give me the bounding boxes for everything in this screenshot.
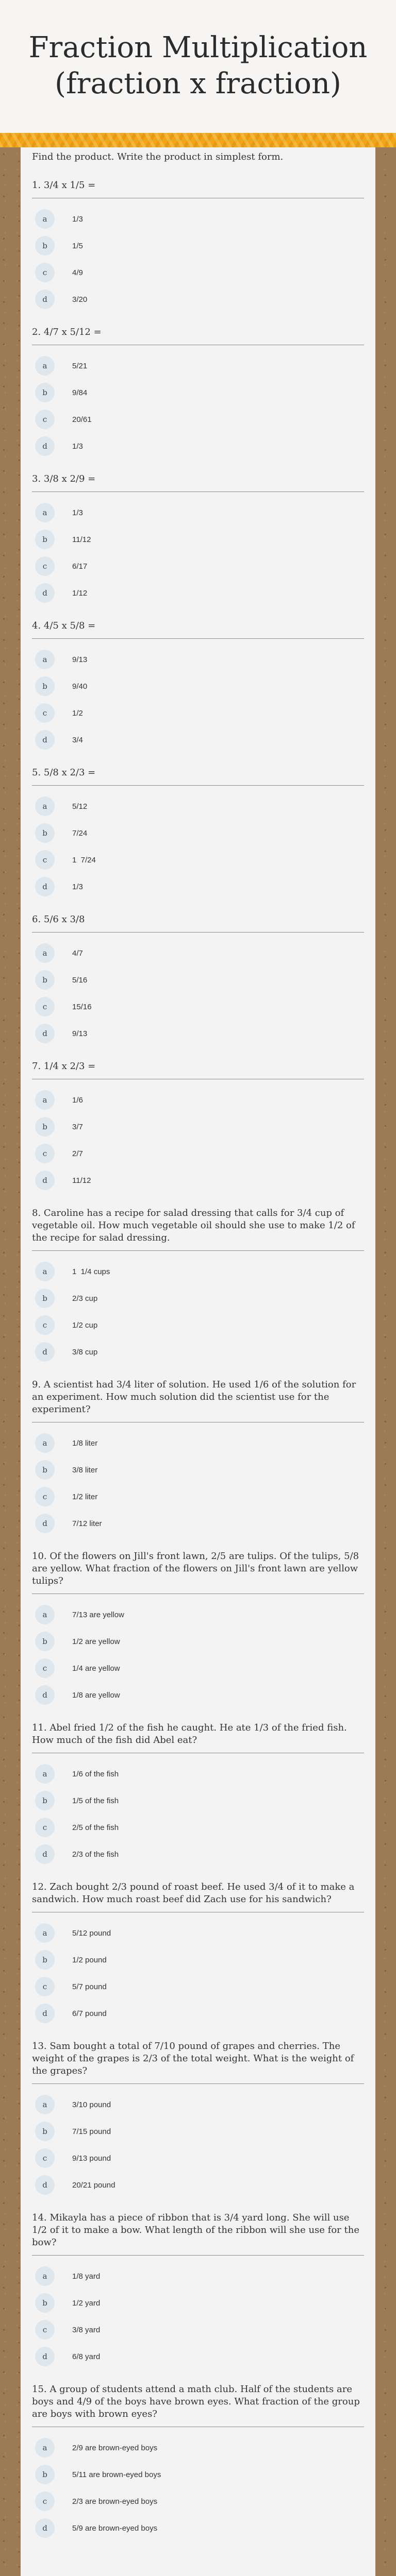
question-text: 4. 4/5 x 5/8 = [32, 620, 364, 639]
question-2 [21, 326, 375, 457]
answer-option-c[interactable] [32, 1314, 364, 1336]
option-letter-bubble[interactable]: c [35, 1658, 55, 1678]
option-label: 7/24 [72, 828, 88, 838]
option-label: 3/7 [72, 1122, 83, 1131]
answer-option-d[interactable] [32, 1843, 364, 1866]
option-letter-bubble[interactable]: b [35, 676, 55, 696]
option-letter-bubble[interactable]: a [35, 2266, 55, 2286]
option-label: 1/8 yard [72, 2272, 101, 2281]
answer-option-c[interactable] [32, 2490, 364, 2513]
decorative-band [0, 133, 396, 147]
option-letter-bubble[interactable]: d [35, 877, 55, 896]
option-label: 7/13 are yellow [72, 1610, 124, 1619]
answer-option-c[interactable] [32, 1816, 364, 1839]
answer-option-a[interactable] [32, 648, 364, 671]
answer-option-d[interactable] [32, 2002, 364, 2025]
question-text: 2. 4/7 x 5/12 = [32, 326, 364, 345]
answer-option-c[interactable] [32, 555, 364, 578]
answer-option-c[interactable] [32, 1485, 364, 1508]
question-9 [21, 1379, 375, 1535]
option-letter-bubble[interactable]: b [35, 530, 55, 549]
option-letter-bubble[interactable]: d [35, 1514, 55, 1533]
question-4 [21, 620, 375, 751]
option-label: 1/5 of the fish [72, 1796, 119, 1805]
answer-option-d[interactable] [32, 728, 364, 751]
option-label: 1 7/24 [72, 855, 96, 865]
option-label: 3/8 liter [72, 1465, 98, 1475]
option-letter-bubble[interactable]: b [35, 236, 55, 256]
answer-option-c[interactable] [32, 849, 364, 871]
question-8 [21, 1207, 375, 1363]
answer-choices [32, 1422, 364, 1535]
option-label: 4/7 [72, 948, 83, 958]
question-13 [21, 2040, 375, 2196]
option-letter-bubble[interactable]: a [35, 1605, 55, 1624]
option-letter-bubble[interactable]: c [35, 1144, 55, 1163]
answer-option-c[interactable] [32, 702, 364, 724]
option-letter-bubble[interactable]: b [35, 2293, 55, 2313]
answer-option-a[interactable] [32, 1089, 364, 1111]
option-label: 9/13 [72, 655, 88, 664]
answer-option-a[interactable] [32, 1603, 364, 1626]
answer-option-b[interactable] [32, 1287, 364, 1310]
question-text: 10. Of the flowers on Jill's front lawn, 2/5 are tulips. Of the tulips, 5/8 are yellow. What fraction of the flowers on Jill's front lawn are yellow tulips? [32, 1550, 364, 1594]
answer-option-b[interactable] [32, 2463, 364, 2486]
answer-option-b[interactable] [32, 381, 364, 404]
answer-option-b[interactable] [32, 822, 364, 844]
question-text: 3. 3/8 x 2/9 = [32, 473, 364, 492]
option-label: 1/2 yard [72, 2298, 101, 2308]
answer-option-a[interactable] [32, 1762, 364, 1785]
answer-option-b[interactable] [32, 1115, 364, 1138]
option-letter-bubble[interactable]: d [35, 290, 55, 309]
question-text: 9. A scientist had 3/4 liter of solution. He used 1/6 of the solution for an experiment. How much solution did the scientist use for the experiment? [32, 1379, 364, 1422]
answer-option-b[interactable] [32, 528, 364, 551]
option-label: 1/2 cup [72, 1320, 98, 1330]
answer-option-b[interactable] [32, 1630, 364, 1653]
answer-option-a[interactable] [32, 1922, 364, 1944]
option-letter-bubble[interactable]: d [35, 2004, 55, 2023]
option-label: 1/3 [72, 508, 83, 517]
option-letter-bubble[interactable]: c [35, 997, 55, 1016]
answer-option-c[interactable] [32, 2318, 364, 2341]
option-letter-bubble[interactable]: d [35, 2175, 55, 2195]
answer-option-a[interactable] [32, 1260, 364, 1283]
answer-option-d[interactable] [32, 875, 364, 898]
question-14 [21, 2212, 375, 2368]
answer-option-c[interactable] [32, 2147, 364, 2170]
answer-option-c[interactable] [32, 1975, 364, 1998]
option-letter-bubble[interactable]: a [35, 356, 55, 376]
option-letter-bubble[interactable]: a [35, 796, 55, 816]
option-letter-bubble[interactable]: c [35, 1315, 55, 1335]
answer-choices [32, 2427, 364, 2539]
option-letter-bubble[interactable]: c [35, 1977, 55, 1996]
option-letter-bubble[interactable]: c [35, 556, 55, 576]
option-label: 20/61 [72, 415, 92, 424]
option-letter-bubble[interactable]: b [35, 383, 55, 402]
option-label: 2/5 of the fish [72, 1823, 119, 1832]
option-letter-bubble[interactable]: b [35, 1289, 55, 1308]
option-label: 11/12 [72, 1176, 91, 1185]
option-label: 15/16 [72, 1002, 92, 1011]
option-label: 1/3 [72, 214, 83, 224]
answer-option-d[interactable] [32, 1341, 364, 1363]
question-5 [21, 767, 375, 898]
option-letter-bubble[interactable]: d [35, 1024, 55, 1043]
option-label: 20/21 pound [72, 2180, 116, 2190]
option-label: 2/3 are brown-eyed boys [72, 2497, 158, 2506]
option-letter-bubble[interactable]: d [35, 730, 55, 750]
option-label: 3/8 cup [72, 1347, 98, 1357]
option-letter-bubble[interactable]: d [35, 2518, 55, 2538]
question-text: 8. Caroline has a recipe for salad dressing that calls for 3/4 cup of vegetable oil. How much vegetable oil should she use to make 1/2 of the recipe for salad dressing. [32, 1207, 364, 1251]
answer-choices [32, 786, 364, 898]
option-label: 2/9 are brown-eyed boys [72, 2443, 158, 2452]
option-label: 1/2 pound [72, 1955, 107, 1964]
option-label: 5/16 [72, 975, 88, 985]
option-letter-bubble[interactable]: c [35, 2492, 55, 2511]
answer-option-a[interactable] [32, 501, 364, 524]
question-3 [21, 473, 375, 604]
answer-option-b[interactable] [32, 234, 364, 257]
worksheet-body [21, 147, 375, 2576]
question-7 [21, 1060, 375, 1192]
instructions: Find the product. Write the product in simplest form. [32, 151, 284, 162]
answer-option-a[interactable] [32, 2093, 364, 2116]
option-letter-bubble[interactable]: a [35, 650, 55, 669]
option-label: 2/3 cup [72, 1294, 98, 1303]
option-letter-bubble[interactable]: d [35, 2347, 55, 2366]
option-letter-bubble[interactable]: b [35, 1632, 55, 1651]
question-text: 13. Sam bought a total of 7/10 pound of grapes and cherries. The weight of the grapes is 2/3 of the total weight. What is the weight of the grapes? [32, 2040, 364, 2084]
option-letter-bubble[interactable]: c [35, 263, 55, 282]
option-letter-bubble[interactable]: d [35, 583, 55, 603]
answer-option-d[interactable] [32, 288, 364, 311]
answer-option-a[interactable] [32, 1432, 364, 1454]
option-label: 6/17 [72, 562, 88, 571]
answer-choices [32, 1912, 364, 2025]
option-label: 5/7 pound [72, 1982, 107, 1991]
answer-choices [32, 639, 364, 751]
answer-option-c[interactable] [32, 1657, 364, 1680]
answer-option-b[interactable] [32, 1789, 364, 1812]
option-letter-bubble[interactable]: a [35, 2438, 55, 2458]
answer-choices [32, 492, 364, 604]
question-15 [21, 2383, 375, 2539]
answer-option-a[interactable] [32, 2436, 364, 2459]
option-letter-bubble[interactable]: b [35, 970, 55, 990]
option-label: 1/3 [72, 442, 83, 451]
option-label: 5/11 are brown-eyed boys [72, 2470, 161, 2479]
answer-option-b[interactable] [32, 1948, 364, 1971]
question-11 [21, 1722, 375, 1866]
answer-option-d[interactable] [32, 1022, 364, 1045]
option-label: 5/12 [72, 802, 88, 811]
option-letter-bubble[interactable]: b [35, 2465, 55, 2484]
question-12 [21, 1881, 375, 2025]
option-label: 3/10 pound [72, 2100, 111, 2109]
option-letter-bubble[interactable]: c [35, 1818, 55, 1837]
option-letter-bubble[interactable]: d [35, 1171, 55, 1190]
option-label: 3/4 [72, 735, 83, 744]
answer-option-d[interactable] [32, 1512, 364, 1535]
option-letter-bubble[interactable]: c [35, 410, 55, 429]
option-label: 1/8 liter [72, 1438, 98, 1448]
option-label: 1/6 of the fish [72, 1769, 119, 1778]
option-label: 9/84 [72, 388, 88, 397]
question-list [21, 179, 375, 2539]
answer-choices [32, 1251, 364, 1363]
answer-option-b[interactable] [32, 675, 364, 698]
answer-option-b[interactable] [32, 2120, 364, 2143]
option-letter-bubble[interactable]: d [35, 1342, 55, 1362]
answer-option-c[interactable] [32, 995, 364, 1018]
answer-choices [32, 345, 364, 457]
answer-option-c[interactable] [32, 408, 364, 431]
option-label: 1 1/4 cups [72, 1267, 110, 1276]
option-label: 5/9 are brown-eyed boys [72, 2523, 158, 2533]
option-label: 6/7 pound [72, 2009, 107, 2018]
option-letter-bubble[interactable]: a [35, 2095, 55, 2114]
question-6 [21, 913, 375, 1045]
option-label: 9/13 pound [72, 2154, 111, 2163]
answer-option-a[interactable] [32, 2265, 364, 2287]
worksheet-title: Fraction Multiplication (fraction x fraction) [28, 31, 368, 100]
answer-option-a[interactable] [32, 208, 364, 230]
option-label: 2/3 of the fish [72, 1850, 119, 1859]
option-label: 6/8 yard [72, 2352, 101, 2361]
option-letter-bubble[interactable]: c [35, 850, 55, 870]
option-letter-bubble[interactable]: b [35, 1791, 55, 1810]
answer-option-b[interactable] [32, 1459, 364, 1481]
option-letter-bubble[interactable]: a [35, 943, 55, 963]
option-label: 4/9 [72, 268, 83, 277]
question-10 [21, 1550, 375, 1706]
option-letter-bubble[interactable]: a [35, 1433, 55, 1453]
option-label: 3/8 yard [72, 2325, 101, 2334]
answer-option-b[interactable] [32, 969, 364, 991]
option-letter-bubble[interactable]: c [35, 2148, 55, 2168]
answer-choices [32, 1753, 364, 1866]
option-letter-bubble[interactable]: a [35, 1764, 55, 1784]
option-label: 1/6 [72, 1095, 83, 1105]
option-label: 5/12 pound [72, 1928, 111, 1938]
answer-option-d[interactable] [32, 2345, 364, 2368]
option-letter-bubble[interactable]: a [35, 503, 55, 522]
option-label: 1/3 [72, 882, 83, 891]
option-label: 7/12 liter [72, 1519, 102, 1528]
option-letter-bubble[interactable]: b [35, 2122, 55, 2141]
option-label: 1/4 are yellow [72, 1664, 120, 1673]
question-text: 14. Mikayla has a piece of ribbon that is 3/4 yard long. She will use 1/2 of it to make a bow. What length of the ribbon will she use for the bow? [32, 2212, 364, 2256]
answer-option-d[interactable] [32, 2174, 364, 2196]
question-1 [21, 179, 375, 311]
option-letter-bubble[interactable]: a [35, 1923, 55, 1943]
answer-choices [32, 1079, 364, 1192]
answer-option-d[interactable] [32, 435, 364, 457]
answer-choices [32, 2084, 364, 2196]
option-label: 1/2 are yellow [72, 1637, 120, 1646]
option-letter-bubble[interactable]: a [35, 209, 55, 229]
answer-option-b[interactable] [32, 2292, 364, 2314]
question-text: 7. 1/4 x 2/3 = [32, 1060, 364, 1079]
answer-choices [32, 1594, 364, 1706]
option-label: 11/12 [72, 535, 91, 544]
answer-choices [32, 933, 364, 1045]
question-text: 6. 5/6 x 3/8 [32, 913, 364, 933]
option-letter-bubble[interactable]: d [35, 1685, 55, 1705]
answer-option-d[interactable] [32, 582, 364, 604]
option-label: 1/2 [72, 708, 83, 718]
option-label: 3/20 [72, 295, 88, 304]
option-label: 7/15 pound [72, 2127, 111, 2136]
answer-option-d[interactable] [32, 1169, 364, 1192]
option-letter-bubble[interactable]: c [35, 2320, 55, 2340]
option-letter-bubble[interactable]: c [35, 1487, 55, 1506]
question-text: 1. 3/4 x 1/5 = [32, 179, 364, 198]
option-letter-bubble[interactable]: b [35, 823, 55, 843]
option-label: 1/12 [72, 588, 88, 598]
question-text: 11. Abel fried 1/2 of the fish he caught. He ate 1/3 of the fried fish. How much of the fish did Abel eat? [32, 1722, 364, 1753]
question-text: 5. 5/8 x 2/3 = [32, 767, 364, 786]
option-letter-bubble[interactable]: d [35, 1844, 55, 1864]
question-text: 12. Zach bought 2/3 pound of roast beef. He used 3/4 of it to make a sandwich. How much roast beef did Zach use for his sandwich? [32, 1881, 364, 1912]
option-letter-bubble[interactable]: b [35, 1950, 55, 1970]
answer-option-a[interactable] [32, 942, 364, 964]
worksheet-header [0, 0, 396, 133]
answer-option-c[interactable] [32, 261, 364, 284]
option-letter-bubble[interactable]: a [35, 1262, 55, 1281]
option-letter-bubble[interactable]: a [35, 1090, 55, 1110]
answer-option-d[interactable] [32, 2517, 364, 2539]
question-text: 15. A group of students attend a math club. Half of the students are boys and 4/9 of the boys have brown eyes. What fraction of the group are boys with brown eyes? [32, 2383, 364, 2427]
option-label: 1/5 [72, 241, 83, 250]
option-label: 1/8 are yellow [72, 1690, 120, 1700]
answer-option-d[interactable] [32, 1684, 364, 1706]
option-label: 5/21 [72, 361, 88, 370]
option-letter-bubble[interactable]: b [35, 1460, 55, 1480]
option-label: 9/13 [72, 1029, 88, 1038]
option-letter-bubble[interactable]: d [35, 436, 55, 456]
answer-choices [32, 2256, 364, 2368]
answer-option-a[interactable] [32, 354, 364, 377]
answer-option-a[interactable] [32, 795, 364, 818]
option-letter-bubble[interactable]: c [35, 703, 55, 723]
option-label: 9/40 [72, 682, 88, 691]
answer-option-c[interactable] [32, 1142, 364, 1165]
answer-choices [32, 198, 364, 311]
option-label: 1/2 liter [72, 1492, 98, 1501]
option-letter-bubble[interactable]: b [35, 1117, 55, 1137]
option-label: 2/7 [72, 1149, 83, 1158]
